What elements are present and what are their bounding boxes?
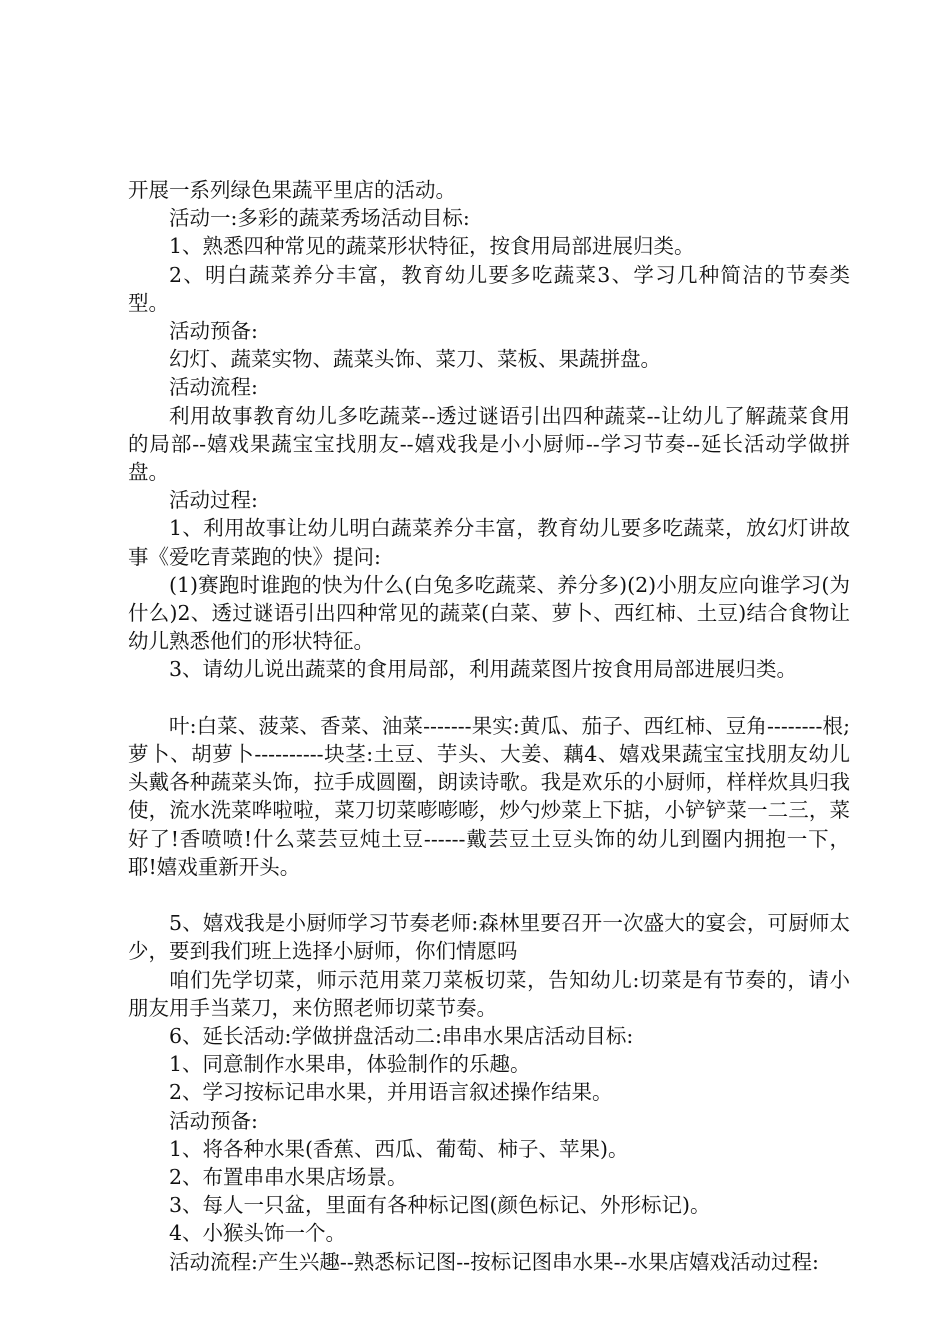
paragraph: 开展一系列绿色果蔬平里店的活动。 xyxy=(128,178,456,202)
paragraph: 幻灯、蔬菜实物、蔬菜头饰、菜刀、菜板、果蔬拼盘。 xyxy=(169,347,661,372)
paragraph: 6、延长活动:学做拼盘活动二:串串水果店活动目标: xyxy=(169,1024,634,1049)
paragraph: 1、将各种水果(香蕉、西瓜、葡萄、柿子、苹果)。 xyxy=(169,1136,629,1161)
paragraph: 3、每人一只盆，里面有各种标记图(颜色标记、外形标记)。 xyxy=(169,1193,711,1218)
document-body xyxy=(128,176,850,1276)
paragraph: 1、同意制作水果串，体验制作的乐趣。 xyxy=(169,1052,531,1077)
paragraph-gap xyxy=(128,684,850,712)
paragraph: 4、小猴头饰一个。 xyxy=(169,1221,347,1246)
paragraph: 活动过程: xyxy=(169,488,258,513)
paragraph: 3、请幼儿说出蔬菜的食用局部，利用蔬菜图片按食用局部进展归类。 xyxy=(169,657,798,682)
paragraph: 1、利用故事让幼儿明白蔬菜养分丰富，教育幼儿要多吃蔬菜，放幻灯讲故事《爱吃青菜跑的快》提问: xyxy=(128,516,850,569)
paragraph: 5、嬉戏我是小厨师学习节奏老师:森林里要召开一次盛大的宴会，可厨师太少，要到我们班上选择小厨师，你们情愿吗 xyxy=(128,911,850,964)
paragraph: 活动预备: xyxy=(169,1108,258,1133)
paragraph: 2、学习按标记串水果，并用语言叙述操作结果。 xyxy=(169,1080,613,1105)
paragraph: 活动预备: xyxy=(169,319,258,344)
paragraph: 2、布置串串水果店场景。 xyxy=(169,1165,408,1190)
paragraph: 活动流程:产生兴趣--熟悉标记图--按标记图串水果--水果店嬉戏活动过程: xyxy=(169,1249,819,1274)
paragraph: 活动一:多彩的蔬菜秀场活动目标: xyxy=(169,206,470,231)
paragraph: 叶:白菜、菠菜、香菜、油菜-------果实:黄瓜、茄子、西红柿、豆角--------根;萝卜、胡萝卜----------块茎:土豆、芋头、大姜、藕4、嬉戏果蔬宝宝找朋友幼儿头戴各种蔬菜头饰，拉手成圆圈，朗读诗歌。我是欢乐的小厨师，样样炊具归我使，流水洗菜哗啦啦，菜刀切菜嘭嘭嘭，炒勺炒菜上下掂，小铲铲菜一二三，菜好了!香喷喷!什么菜芸豆炖土豆------戴芸豆土豆头饰的幼儿到圈内拥抱一下，耶!嬉戏重新开头。 xyxy=(128,713,850,879)
paragraph: 活动流程: xyxy=(169,375,258,400)
paragraph: 1、熟悉四种常见的蔬菜形状特征，按食用局部进展归类。 xyxy=(169,234,695,259)
paragraph: 利用故事教育幼儿多吃蔬菜--透过谜语引出四种蔬菜--让幼儿了解蔬菜食用的局部--嬉戏果蔬宝宝找朋友--嬉戏我是小小厨师--学习节奏--延长活动学做拼盘。 xyxy=(128,403,850,485)
paragraph: 咱们先学切菜，师示范用菜刀菜板切菜，告知幼儿:切菜是有节奏的，请小朋友用手当菜刀，来仿照老师切菜节奏。 xyxy=(128,967,850,1020)
paragraph: 2、明白蔬菜养分丰富，教育幼儿要多吃蔬菜3、学习几种简洁的节奏类型。 xyxy=(128,262,850,315)
paragraph-gap xyxy=(128,881,850,909)
paragraph: (1)赛跑时谁跑的快为什么(白兔多吃蔬菜、养分多)(2)小朋友应向谁学习(为什么)2、透过谜语引出四种常见的蔬菜(白菜、萝卜、西红柿、土豆)结合食物让幼儿熟悉他们的形状特征。 xyxy=(128,572,850,654)
